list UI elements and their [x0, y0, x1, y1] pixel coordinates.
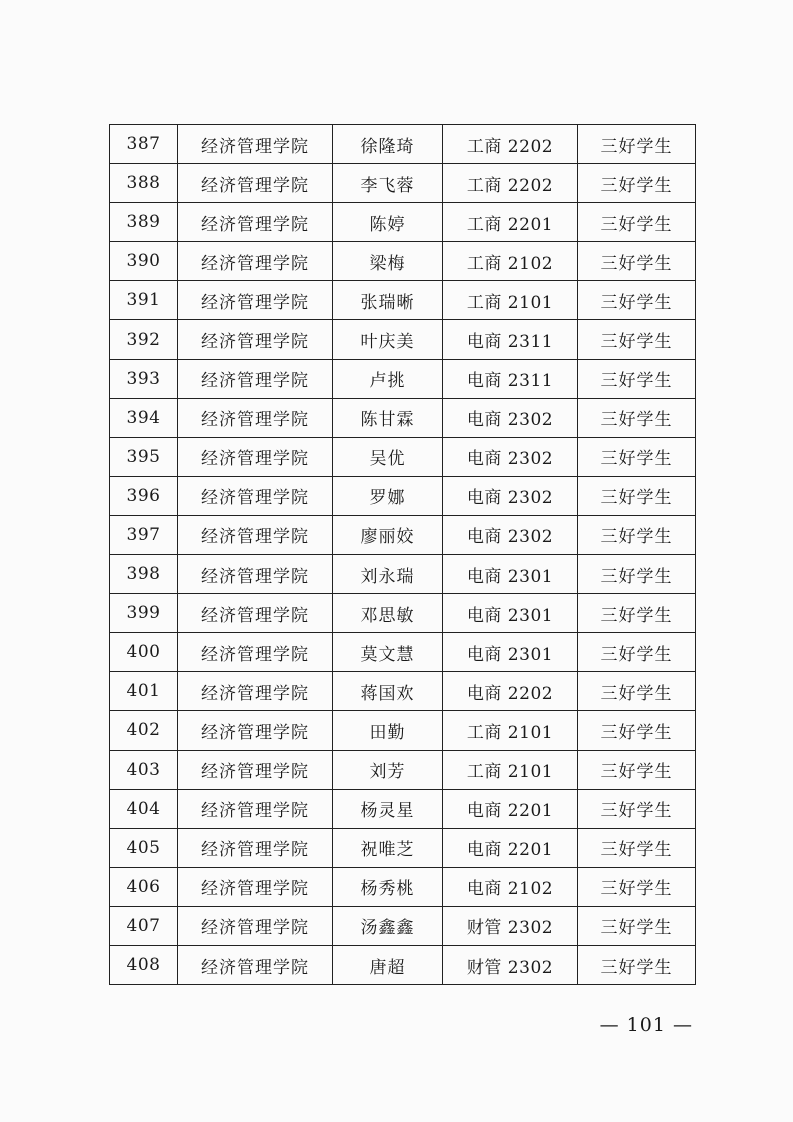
class-cell: 工商 2101 [443, 750, 578, 789]
college-cell: 经济管理学院 [178, 164, 333, 203]
table-row [110, 906, 696, 945]
student-name-cell: 李飞蓉 [333, 164, 443, 203]
college-cell: 经济管理学院 [178, 398, 333, 437]
award-cell: 三好学生 [578, 828, 696, 867]
award-cell: 三好学生 [578, 945, 696, 984]
class-cell: 电商 2201 [443, 789, 578, 828]
student-name-cell: 祝唯芝 [333, 828, 443, 867]
college-cell: 经济管理学院 [178, 945, 333, 984]
college-cell: 经济管理学院 [178, 594, 333, 633]
class-cell: 工商 2101 [443, 711, 578, 750]
row-number-cell: 405 [110, 828, 178, 867]
class-cell: 工商 2202 [443, 164, 578, 203]
award-cell: 三好学生 [578, 359, 696, 398]
award-cell: 三好学生 [578, 867, 696, 906]
student-name-cell: 陈婷 [333, 203, 443, 242]
class-cell: 电商 2302 [443, 515, 578, 554]
table-row [110, 281, 696, 320]
row-number-cell: 387 [110, 125, 178, 164]
college-cell: 经济管理学院 [178, 515, 333, 554]
page-number: — 101 — [599, 1014, 693, 1036]
award-cell: 三好学生 [578, 437, 696, 476]
class-cell: 电商 2301 [443, 594, 578, 633]
table-row [110, 398, 696, 437]
college-cell: 经济管理学院 [178, 476, 333, 515]
class-cell: 电商 2201 [443, 828, 578, 867]
student-name-cell: 刘芳 [333, 750, 443, 789]
table-row [110, 359, 696, 398]
table-row [110, 437, 696, 476]
student-name-cell: 莫文慧 [333, 633, 443, 672]
table-row [110, 711, 696, 750]
table-row [110, 867, 696, 906]
award-cell: 三好学生 [578, 711, 696, 750]
college-cell: 经济管理学院 [178, 125, 333, 164]
class-cell: 工商 2201 [443, 203, 578, 242]
student-name-cell: 杨灵星 [333, 789, 443, 828]
award-cell: 三好学生 [578, 515, 696, 554]
row-number-cell: 395 [110, 437, 178, 476]
row-number-cell: 394 [110, 398, 178, 437]
student-name-cell: 唐超 [333, 945, 443, 984]
table-row [110, 633, 696, 672]
table-row [110, 672, 696, 711]
award-cell: 三好学生 [578, 476, 696, 515]
row-number-cell: 406 [110, 867, 178, 906]
row-number-cell: 401 [110, 672, 178, 711]
student-name-cell: 徐隆琦 [333, 125, 443, 164]
table-row [110, 125, 696, 164]
award-cell: 三好学生 [578, 789, 696, 828]
row-number-cell: 400 [110, 633, 178, 672]
college-cell: 经济管理学院 [178, 750, 333, 789]
row-number-cell: 391 [110, 281, 178, 320]
student-name-cell: 刘永瑞 [333, 555, 443, 594]
college-cell: 经济管理学院 [178, 867, 333, 906]
table-row [110, 476, 696, 515]
award-cell: 三好学生 [578, 672, 696, 711]
table-body [110, 125, 696, 985]
college-cell: 经济管理学院 [178, 437, 333, 476]
student-name-cell: 罗娜 [333, 476, 443, 515]
row-number-cell: 398 [110, 555, 178, 594]
college-cell: 经济管理学院 [178, 789, 333, 828]
row-number-cell: 397 [110, 515, 178, 554]
class-cell: 工商 2102 [443, 242, 578, 281]
college-cell: 经济管理学院 [178, 672, 333, 711]
college-cell: 经济管理学院 [178, 828, 333, 867]
college-cell: 经济管理学院 [178, 242, 333, 281]
college-cell: 经济管理学院 [178, 281, 333, 320]
row-number-cell: 407 [110, 906, 178, 945]
student-name-cell: 梁梅 [333, 242, 443, 281]
student-name-cell: 陈甘霖 [333, 398, 443, 437]
student-name-cell: 卢挑 [333, 359, 443, 398]
table-row [110, 945, 696, 984]
college-cell: 经济管理学院 [178, 359, 333, 398]
row-number-cell: 389 [110, 203, 178, 242]
class-cell: 财管 2302 [443, 906, 578, 945]
class-cell: 工商 2101 [443, 281, 578, 320]
row-number-cell: 403 [110, 750, 178, 789]
row-number-cell: 390 [110, 242, 178, 281]
class-cell: 财管 2302 [443, 945, 578, 984]
table-row [110, 828, 696, 867]
award-cell: 三好学生 [578, 203, 696, 242]
student-name-cell: 张瑞晰 [333, 281, 443, 320]
class-cell: 电商 2311 [443, 320, 578, 359]
row-number-cell: 392 [110, 320, 178, 359]
row-number-cell: 408 [110, 945, 178, 984]
class-cell: 电商 2311 [443, 359, 578, 398]
table-row [110, 555, 696, 594]
table-row [110, 242, 696, 281]
award-cell: 三好学生 [578, 633, 696, 672]
student-name-cell: 汤鑫鑫 [333, 906, 443, 945]
row-number-cell: 396 [110, 476, 178, 515]
student-name-cell: 吴优 [333, 437, 443, 476]
college-cell: 经济管理学院 [178, 906, 333, 945]
student-name-cell: 蒋国欢 [333, 672, 443, 711]
row-number-cell: 402 [110, 711, 178, 750]
college-cell: 经济管理学院 [178, 555, 333, 594]
table-row [110, 515, 696, 554]
college-cell: 经济管理学院 [178, 320, 333, 359]
award-cell: 三好学生 [578, 555, 696, 594]
table-row [110, 789, 696, 828]
student-name-cell: 田勤 [333, 711, 443, 750]
award-cell: 三好学生 [578, 906, 696, 945]
class-cell: 电商 2301 [443, 555, 578, 594]
student-name-cell: 邓思敏 [333, 594, 443, 633]
class-cell: 电商 2102 [443, 867, 578, 906]
award-cell: 三好学生 [578, 594, 696, 633]
row-number-cell: 399 [110, 594, 178, 633]
student-name-cell: 廖丽姣 [333, 515, 443, 554]
student-name-cell: 杨秀桃 [333, 867, 443, 906]
award-cell: 三好学生 [578, 281, 696, 320]
table-row [110, 203, 696, 242]
college-cell: 经济管理学院 [178, 633, 333, 672]
row-number-cell: 404 [110, 789, 178, 828]
award-cell: 三好学生 [578, 164, 696, 203]
table-row [110, 594, 696, 633]
award-cell: 三好学生 [578, 398, 696, 437]
class-cell: 电商 2202 [443, 672, 578, 711]
class-cell: 电商 2301 [443, 633, 578, 672]
class-cell: 电商 2302 [443, 437, 578, 476]
award-cell: 三好学生 [578, 750, 696, 789]
table-row [110, 750, 696, 789]
row-number-cell: 393 [110, 359, 178, 398]
table-row [110, 320, 696, 359]
award-cell: 三好学生 [578, 242, 696, 281]
award-cell: 三好学生 [578, 320, 696, 359]
class-cell: 电商 2302 [443, 398, 578, 437]
student-award-table [109, 124, 696, 985]
college-cell: 经济管理学院 [178, 203, 333, 242]
class-cell: 电商 2302 [443, 476, 578, 515]
award-cell: 三好学生 [578, 125, 696, 164]
class-cell: 工商 2202 [443, 125, 578, 164]
row-number-cell: 388 [110, 164, 178, 203]
student-name-cell: 叶庆美 [333, 320, 443, 359]
table-row [110, 164, 696, 203]
college-cell: 经济管理学院 [178, 711, 333, 750]
